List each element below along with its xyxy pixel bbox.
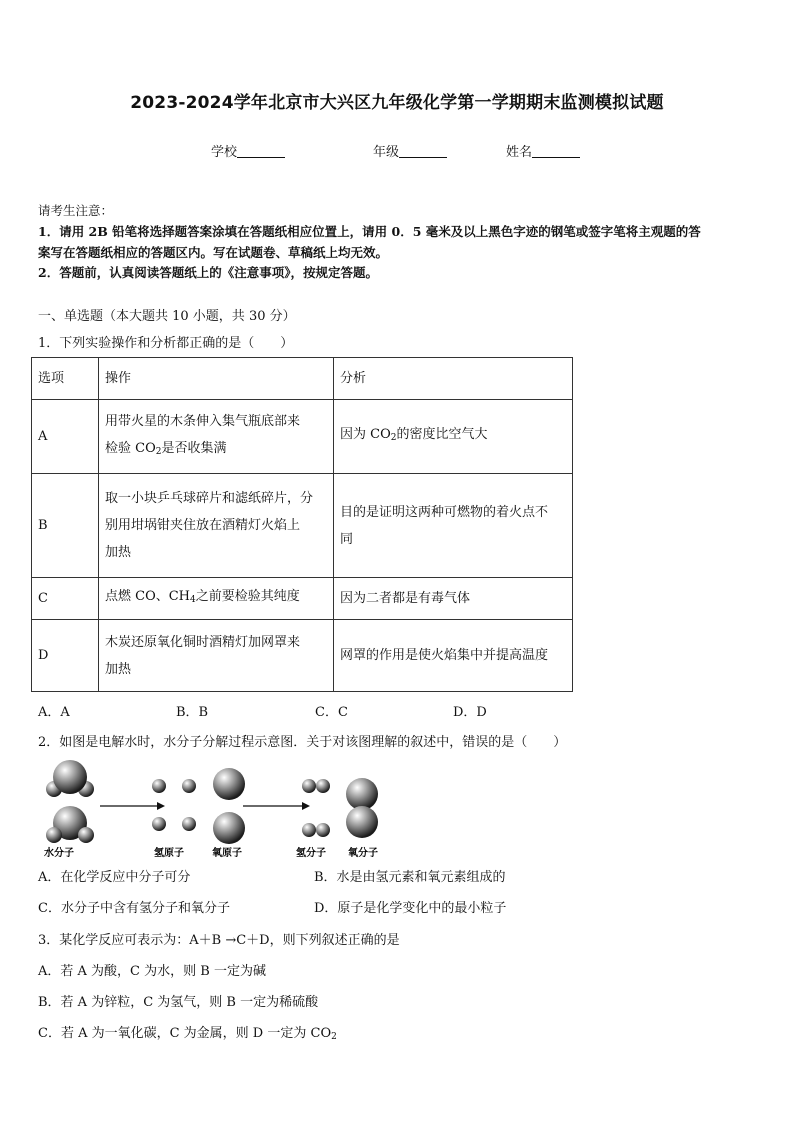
- operation-line: 别用坩埚钳夹住放在酒精灯火焰上: [105, 518, 301, 533]
- q1-choice-d[interactable]: D．D: [453, 705, 487, 720]
- page-title: 2023-2024学年北京市大兴区九年级化学第一学期期末监测模拟试题: [130, 93, 664, 113]
- row-option: B: [32, 474, 99, 578]
- school-field[interactable]: [211, 141, 285, 160]
- operation-line: 加热: [105, 661, 132, 677]
- header-analysis: 分析: [334, 358, 573, 400]
- row-analysis: 网罩的作用是使火焰集中并提高温度: [334, 620, 573, 692]
- operation-line: 木炭还原氧化铜时酒精灯加网罩来: [105, 634, 301, 650]
- row-operation: [99, 620, 334, 692]
- header-option: 选项: [32, 358, 99, 400]
- row-option: D: [32, 620, 99, 692]
- name-label: 姓名: [506, 145, 533, 160]
- q2-choice-d[interactable]: D．原子是化学变化中的最小粒子: [314, 901, 507, 916]
- grade-field[interactable]: [373, 141, 447, 160]
- water-molecule-top: [46, 760, 94, 797]
- table-header-row: [32, 358, 573, 400]
- row-analysis: [334, 474, 573, 578]
- row-operation: [99, 400, 334, 474]
- electrolysis-diagram: [40, 758, 400, 863]
- label-hydrogen-atom: 氢原子: [154, 848, 184, 859]
- header-operation: 操作: [99, 358, 334, 400]
- q2-choice-b[interactable]: B．水是由氢元素和氧元素组成的: [314, 870, 506, 885]
- table-row: [32, 474, 573, 578]
- school-label: 学校: [211, 145, 238, 160]
- hydrogen-molecules: [302, 779, 330, 837]
- name-field[interactable]: [506, 141, 580, 160]
- row-option: C: [32, 578, 99, 620]
- table-row: [32, 620, 573, 692]
- row-operation: [99, 474, 334, 578]
- q3-choice-a[interactable]: A．若 A 为酸，C 为水，则 B 一定为碱: [38, 964, 266, 979]
- grade-label: 年级: [373, 145, 400, 160]
- analysis-line: 同: [340, 531, 354, 547]
- q1-choice-a[interactable]: A．A: [38, 705, 70, 720]
- q1-choice-b[interactable]: B．B: [176, 705, 209, 720]
- q3-choice-c[interactable]: C．若 A 为一氧化碳，C 为金属，则 D 一定为 $CO_2$: [38, 1026, 337, 1042]
- row-analysis: 因为二者都是有毒气体: [334, 578, 573, 620]
- operation-line: 加热: [105, 545, 132, 560]
- arrow-1: [100, 802, 165, 810]
- row-analysis: 因为 $CO_2$的密度比空气大: [334, 400, 573, 474]
- operation-line: 用带火星的木条伸入集气瓶底部来: [105, 413, 301, 429]
- oxygen-atoms: [213, 768, 245, 844]
- q3-choice-b[interactable]: B．若 A 为锌粒，C 为氢气，则 B 一定为稀硫酸: [38, 995, 319, 1010]
- q3-stem: 3．某化学反应可表示为：A＋B →C＋D，则下列叙述正确的是: [38, 933, 400, 948]
- oxygen-molecule: [346, 778, 378, 838]
- label-water-molecule: 水分子: [44, 848, 74, 859]
- analysis-line: 目的是证明这两种可燃物的着火点不: [340, 504, 549, 520]
- label-oxygen-atom: 氧原子: [212, 848, 242, 859]
- row-operation: 点燃 CO、$CH_4$之前要检验其纯度: [99, 578, 334, 620]
- arrow-2: [243, 802, 310, 810]
- q2-stem: 2．如图是电解水时，水分子分解过程示意图．关于对该图理解的叙述中，错误的是（ ）: [38, 735, 567, 750]
- notice-heading: 请考生注意：: [38, 203, 114, 218]
- q1-stem: 1．下列实验操作和分析都正确的是（ ）: [38, 336, 294, 351]
- q1-table: [31, 357, 573, 692]
- notice-item-1-cont: 案写在答题纸相应的答题区内。写在试题卷、草稿纸上均无效。: [38, 245, 389, 260]
- operation-line: 检验 $CO_2$是否收集满: [105, 440, 227, 457]
- q1-choice-c[interactable]: C．C: [315, 705, 348, 720]
- notice-item-1: 1．请用 2B 铅笔将选择题答案涂填在答题纸相应位置上，请用 0．5 毫米及以上黑色字迹的钢笔或签字笔将主观题的答: [38, 224, 701, 239]
- label-oxygen-molecule: 氧分子: [348, 848, 378, 859]
- row-option: A: [32, 400, 99, 474]
- table-row: [32, 400, 573, 474]
- water-molecule-bottom: [46, 806, 94, 843]
- label-hydrogen-molecule: 氢分子: [296, 848, 326, 859]
- operation-line: 取一小块乒乓球碎片和滤纸碎片，分: [105, 491, 314, 506]
- table-row: [32, 578, 573, 620]
- q2-choice-a[interactable]: A．在化学反应中分子可分: [38, 870, 191, 885]
- q2-choice-c[interactable]: C．水分子中含有氢分子和氧分子: [38, 901, 230, 916]
- section-heading: 一、单选题（本大题共 10 小题，共 30 分）: [38, 309, 296, 324]
- notice-item-2: 2．答题前，认真阅读答题纸上的《注意事项》，按规定答题。: [38, 265, 378, 280]
